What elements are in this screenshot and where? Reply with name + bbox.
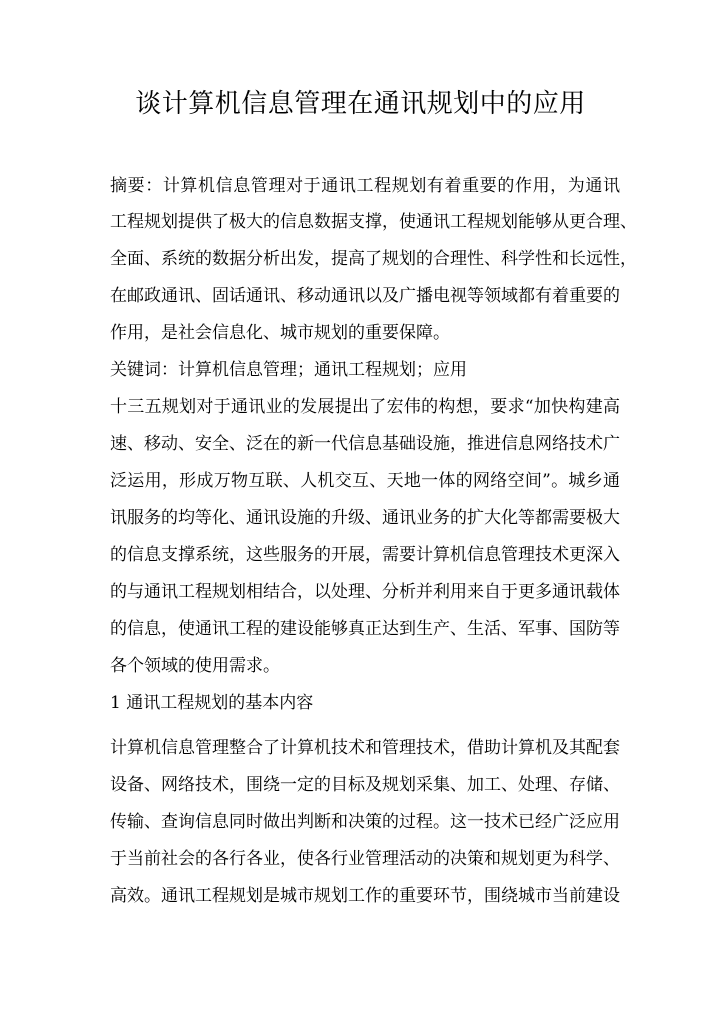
text-line: 关键词：计算机信息管理；通讯工程规划；应用 [110,360,467,380]
text-line: 工程规划提供了极大的信息数据支撑，使通讯工程规划能够从更合理、 [110,212,637,232]
text-line: 高效。通讯工程规划是城市规划工作的重要环节，围绕城市当前建设 [110,886,620,906]
document-title: 谈计算机信息管理在通讯规划中的应用 [135,89,586,119]
text-line: 各个领域的使用需求。 [110,656,280,676]
text-line: 设备、网络技术，围绕一定的目标及规划采集、加工、处理、存储、 [110,775,620,795]
text-line: 摘要：计算机信息管理对于通讯工程规划有着重要的作用，为通讯 [110,176,620,196]
text-line: 作用，是社会信息化、城市规划的重要保障。 [110,323,450,343]
text-line: 十三五规划对于通讯业的发展提出了宏伟的构想，要求“加快构建高 [110,397,620,417]
text-line: 的与通讯工程规划相结合，以处理、分析并利用来自于更多通讯载体 [110,582,620,602]
text-line: 计算机信息管理整合了计算机技术和管理技术，借助计算机及其配套 [110,738,620,758]
text-line: 于当前社会的各行各业，使各行业管理活动的决策和规划更为科学、 [110,849,620,869]
text-line: 速、移动、安全、泛在的新一代信息基础设施，推进信息网络技术广 [110,434,620,454]
text-line: 讯服务的均等化、通讯设施的升级、通讯业务的扩大化等都需要极大 [110,508,620,528]
text-line: 的信息，使通讯工程的建设能够真正达到生产、生活、军事、国防等 [110,619,620,639]
text-line: 1 通讯工程规划的基本内容 [110,693,314,713]
text-line: 传输、查询信息同时做出判断和决策的过程。这一技术已经广泛应用 [110,812,620,832]
text-line: 全面、系统的数据分析出发，提高了规划的合理性、科学性和长远性， [110,249,637,269]
text-line: 泛运用，形成万物互联、人机交互、天地一体的网络空间”。城乡通 [110,471,620,491]
text-line: 在邮政通讯、固话通讯、移动通讯以及广播电视等领域都有着重要的 [110,286,620,306]
text-line: 的信息支撑系统，这些服务的开展，需要计算机信息管理技术更深入 [110,545,620,565]
